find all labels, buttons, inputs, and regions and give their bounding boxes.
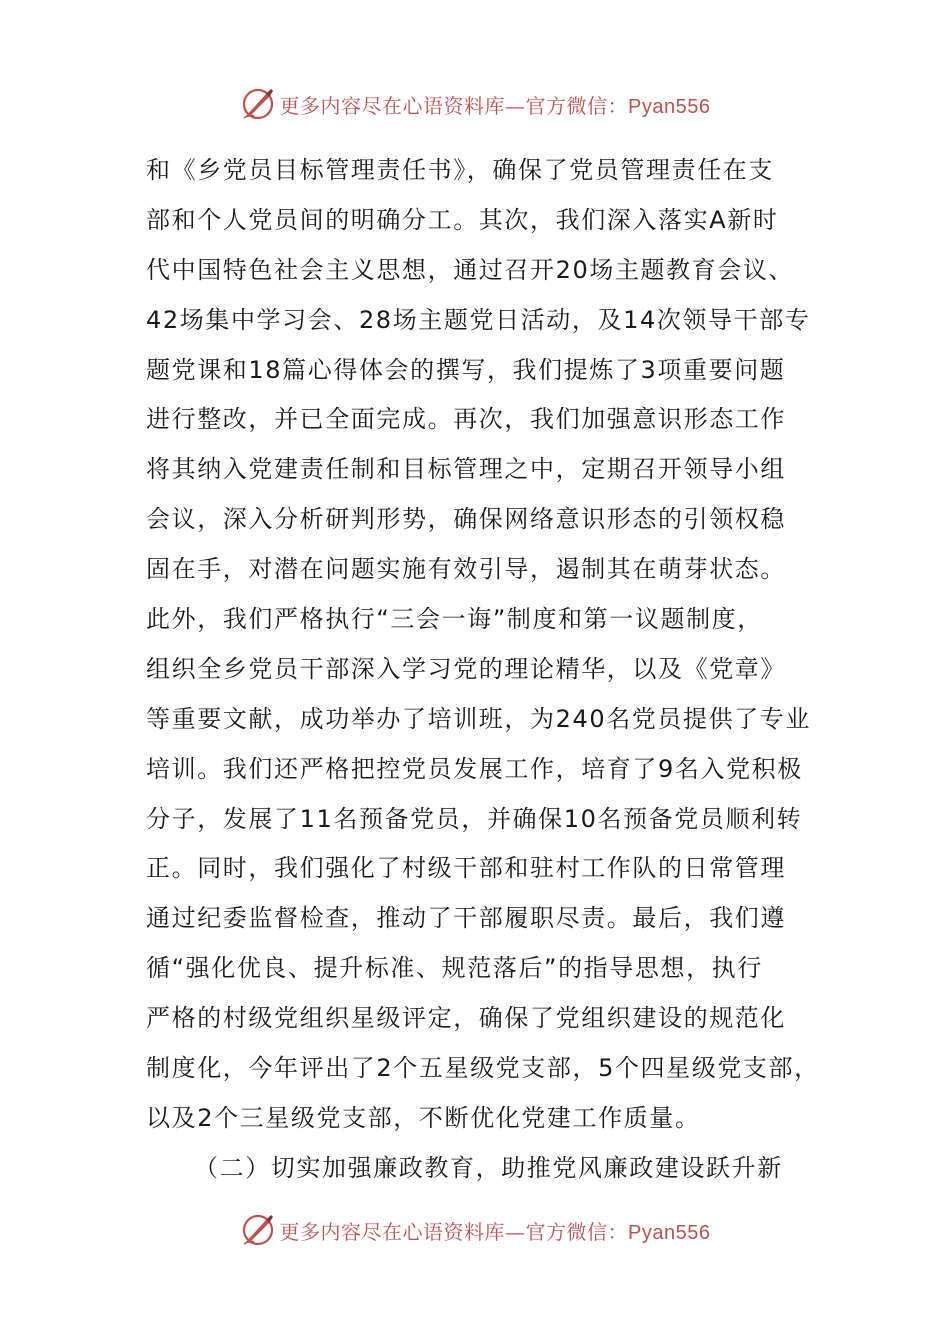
body-line: 进行整改，并已全面完成。再次，我们加强意识形态工作: [146, 405, 786, 434]
body-line: 正。同时，我们强化了村级干部和驻村工作队的日常管理: [146, 854, 786, 883]
header-banner-label: 更多内容尽在心语资料库—官方微信：: [279, 93, 629, 118]
quill-pen-logo-icon: [240, 1212, 276, 1248]
quill-pen-logo-icon: [240, 86, 276, 122]
body-line: 部和个人党员间的明确分工。其次，我们深入落实A新时: [146, 205, 779, 234]
body-line: 42场集中学习会、28场主题党日活动，及14次领导干部专: [146, 305, 811, 334]
document-body: [146, 146, 836, 1194]
body-line: 严格的村级党组织星级评定，确保了党组织建设的规范化: [146, 1004, 786, 1033]
section-heading: （二）切实加强廉政教育，助推党风廉政建设跃升新: [194, 1153, 783, 1182]
header-wechat-id: Pyan556: [628, 95, 711, 118]
page-header-banner: [0, 84, 950, 124]
footer-banner-label: 更多内容尽在心语资料库—官方微信：: [279, 1219, 629, 1244]
body-line: 制度化，今年评出了2个五星级党支部，5个四星级党支部，: [146, 1054, 820, 1083]
footer-wechat-id: Pyan556: [628, 1221, 711, 1244]
header-banner-text: [280, 90, 711, 119]
footer-banner-text: [280, 1216, 711, 1245]
body-line: 会议，深入分析研判形势，确保网络意识形态的引领权稳: [146, 505, 786, 534]
body-line: 以及2个三星级党支部，不断优化党建工作质量。: [146, 1103, 701, 1132]
body-line: 固在手，对潜在问题实施有效引导，遏制其在萌芽状态。: [146, 555, 786, 584]
body-line: 组织全乡党员干部深入学习党的理论精华，以及《党章》: [146, 654, 786, 683]
body-line: 通过纪委监督检查，推动了干部履职尽责。最后，我们遵: [146, 904, 786, 933]
body-line: 此外，我们严格执行“三会一诲”制度和第一议题制度，: [146, 605, 763, 634]
body-line: 和《乡党员目标管理责任书》，确保了党员管理责任在支: [146, 156, 774, 184]
body-line: 将其纳入党建责任制和目标管理之中，定期召开领导小组: [146, 455, 786, 484]
body-line: 培训。我们还严格把控党员发展工作，培育了9名入党积极: [146, 754, 803, 783]
body-line: 代中国特色社会主义思想，通过召开20场主题教育会议、: [146, 255, 795, 284]
page-footer-banner: [0, 1210, 950, 1250]
body-line: 分子，发展了11名预备党员，并确保10名预备党员顺利转: [146, 804, 803, 833]
body-line: 循“强化优良、提升标准、规范落后”的指导思想，执行: [146, 954, 763, 983]
body-line: 等重要文献，成功举办了培训班，为240名党员提供了专业: [146, 704, 812, 733]
body-line: 题党课和18篇心得体会的撰写，我们提炼了3项重要问题: [146, 355, 786, 384]
